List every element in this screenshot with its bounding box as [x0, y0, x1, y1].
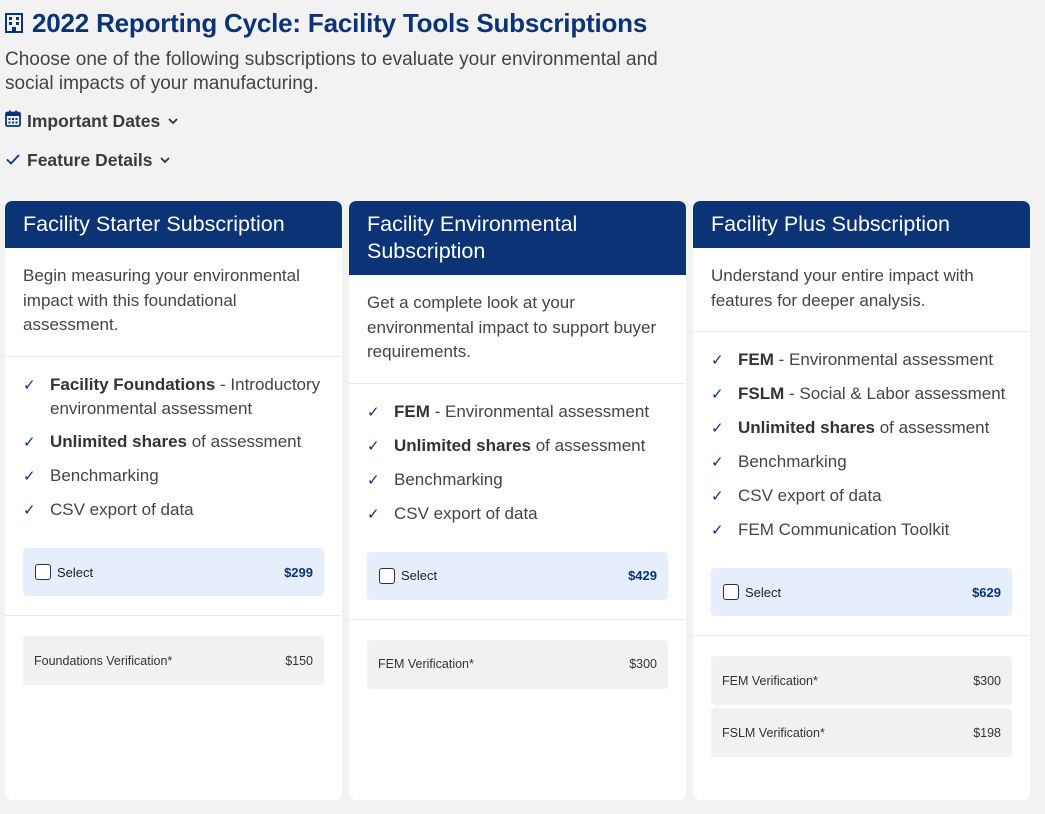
- checkbox[interactable]: [723, 584, 739, 600]
- divider: [693, 635, 1030, 636]
- factory-icon: [5, 13, 23, 33]
- feature-details-toggle[interactable]: [5, 149, 1035, 171]
- select-checkbox[interactable]: [723, 584, 781, 600]
- feature-text: Benchmarking: [738, 452, 847, 471]
- page-header: [5, 6, 1035, 171]
- select-checkbox[interactable]: [35, 564, 93, 580]
- chevron-down-icon: [168, 114, 178, 128]
- check-icon: ✓: [711, 386, 724, 403]
- card-title: Facility Plus Subscription: [693, 201, 1030, 248]
- select-option: [367, 552, 668, 600]
- chevron-down-icon: [160, 153, 170, 167]
- feature-text: CSV export of data: [738, 486, 882, 505]
- environmental-subscription-card: [349, 201, 686, 800]
- plus-subscription-card: [693, 201, 1030, 800]
- feature-text: of assessment: [531, 435, 646, 455]
- feature-item: [23, 430, 324, 456]
- calendar-icon: [5, 110, 21, 132]
- check-icon: ✓: [367, 437, 380, 455]
- feature-list: [693, 332, 1030, 544]
- feature-item: [711, 484, 1012, 510]
- feature-bold: Facility Foundations: [50, 374, 216, 394]
- price: $299: [284, 564, 313, 580]
- check-icon: ✓: [711, 454, 724, 471]
- verification-label: Foundations Verification*: [34, 653, 173, 668]
- feature-text: Benchmarking: [50, 466, 159, 485]
- feature-item: [23, 373, 324, 422]
- intro-text: Choose one of the following subscriptions to evaluate your environmental and social impacts of your manufacturing.: [5, 49, 658, 94]
- divider: [349, 619, 686, 620]
- verification-price: $300: [973, 673, 1001, 688]
- select-checkbox[interactable]: [379, 568, 437, 584]
- feature-item: [711, 382, 1012, 408]
- verification-addon: [711, 708, 1012, 757]
- check-icon: ✓: [367, 471, 380, 489]
- select-label: Select: [57, 564, 94, 580]
- verification-label: FEM Verification*: [722, 673, 818, 688]
- feature-text: - Environmental assessment: [773, 350, 994, 369]
- verification-addon: [23, 636, 324, 685]
- price: $429: [628, 568, 657, 583]
- feature-item: [711, 348, 1012, 374]
- card-description: Understand your entire impact with features for deeper analysis.: [693, 248, 1030, 332]
- feature-text: Benchmarking: [394, 469, 503, 489]
- check-icon: ✓: [367, 505, 380, 523]
- feature-item: [711, 450, 1012, 476]
- divider: [5, 615, 342, 616]
- page-title: 2022 Reporting Cycle: Facility Tools Subscriptions: [32, 7, 648, 38]
- verification-addon: [711, 656, 1012, 705]
- check-icon: ✓: [367, 403, 380, 421]
- checkbox[interactable]: [379, 568, 395, 584]
- feature-text: CSV export of data: [394, 503, 538, 523]
- checkbox[interactable]: [35, 564, 51, 580]
- feature-item: [367, 434, 668, 460]
- verification-price: $150: [285, 653, 313, 668]
- feature-item: [23, 464, 324, 490]
- card-description: Get a complete look at your environmental impact to support buyer requirements.: [349, 275, 686, 384]
- feature-text: - Social & Labor assessment: [784, 384, 1006, 403]
- feature-item: [367, 502, 668, 528]
- feature-bold: FEM: [738, 350, 774, 369]
- check-icon: ✓: [23, 502, 36, 519]
- feature-text: - Environmental assessment: [429, 401, 650, 421]
- feature-text: - Introductory environmental assessment: [50, 374, 321, 418]
- feature-item: [711, 518, 1012, 544]
- important-dates-label: Important Dates: [27, 110, 161, 131]
- feature-item: [23, 498, 324, 524]
- check-icon: ✓: [23, 434, 36, 451]
- verification-label: FEM Verification*: [378, 657, 474, 671]
- check-icon: [5, 150, 21, 171]
- card-title: Facility Starter Subscription: [5, 201, 342, 248]
- check-icon: ✓: [711, 522, 724, 539]
- select-label: Select: [401, 568, 438, 583]
- check-icon: ✓: [23, 376, 36, 394]
- feature-bold: FEM: [394, 401, 430, 421]
- feature-text: FEM Communication Toolkit: [738, 520, 950, 539]
- important-dates-toggle[interactable]: [5, 110, 1035, 132]
- verification-label: FSLM Verification*: [722, 725, 825, 740]
- check-icon: ✓: [23, 468, 36, 485]
- feature-item: [711, 416, 1012, 442]
- verification-price: $300: [629, 657, 657, 671]
- feature-text: of assessment: [875, 418, 990, 437]
- card-description: Begin measuring your environmental impact with this foundational assessment.: [5, 248, 342, 357]
- verification-addon: [367, 640, 668, 689]
- verification-price: $198: [973, 725, 1001, 740]
- feature-bold: Unlimited shares: [738, 418, 875, 437]
- feature-bold: Unlimited shares: [394, 435, 531, 455]
- feature-bold: FSLM: [738, 384, 785, 403]
- feature-list: [5, 357, 342, 524]
- card-title: Facility Environmental Subscription: [349, 201, 686, 275]
- check-icon: ✓: [711, 352, 724, 369]
- title-row: [5, 6, 1035, 40]
- starter-subscription-card: [5, 201, 342, 800]
- feature-item: [367, 468, 668, 494]
- feature-text: of assessment: [187, 432, 302, 451]
- select-option: [23, 548, 324, 596]
- check-icon: ✓: [711, 488, 724, 505]
- feature-item: [367, 400, 668, 426]
- feature-text: CSV export of data: [50, 500, 194, 519]
- feature-bold: Unlimited shares: [50, 432, 187, 451]
- select-label: Select: [745, 584, 782, 600]
- feature-details-label: Feature Details: [27, 149, 153, 170]
- price: $629: [972, 584, 1001, 600]
- feature-list: [349, 384, 686, 528]
- check-icon: ✓: [711, 420, 724, 437]
- select-option: [711, 568, 1012, 616]
